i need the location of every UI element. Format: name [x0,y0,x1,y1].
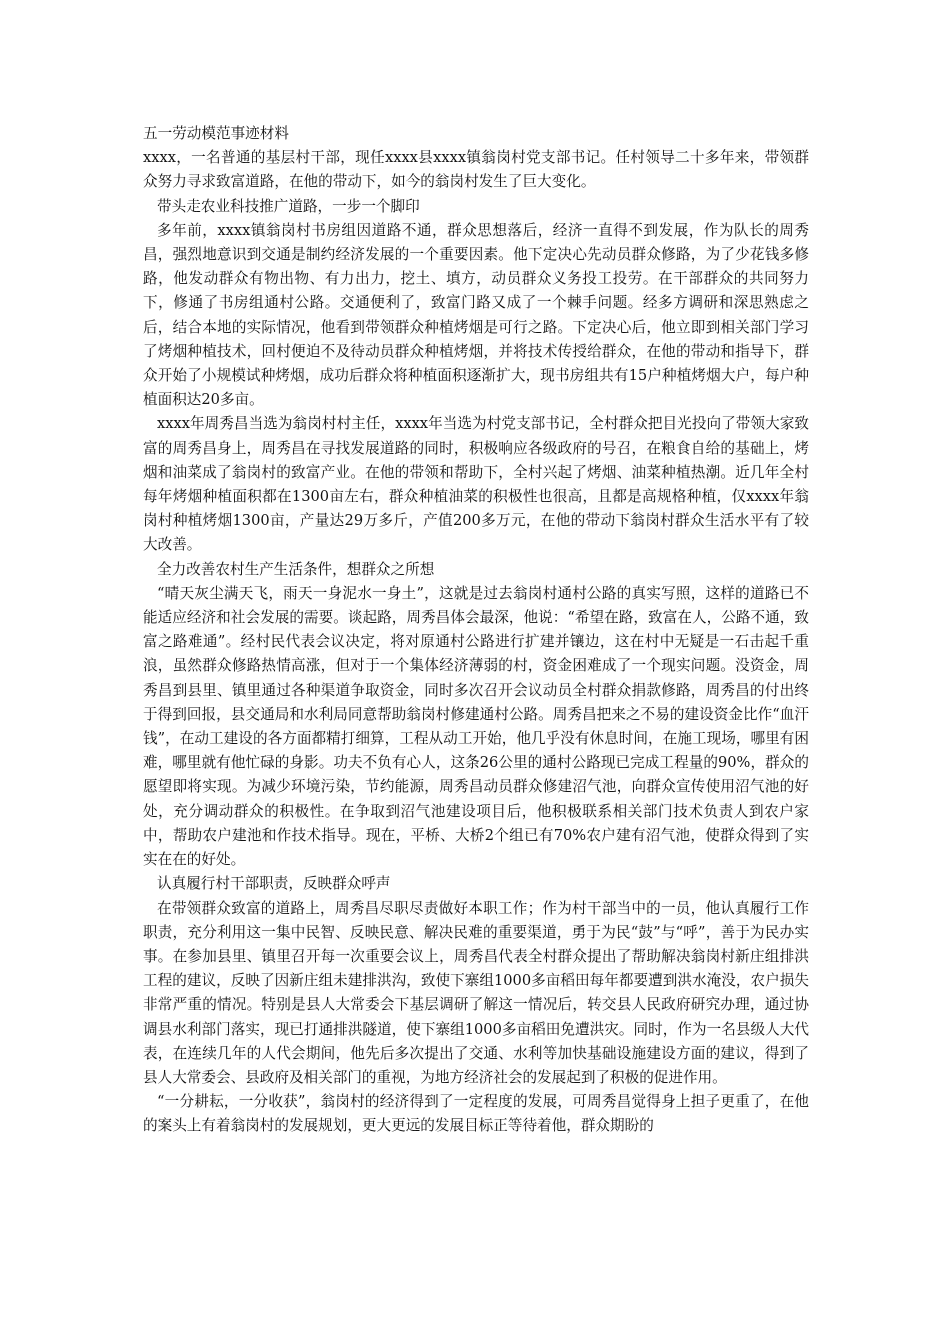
section-heading-conditions: 全力改善农村生产生活条件，想群众之所想 [157,560,435,578]
body-paragraph: “一分耕耘，一分收获”，翁岗村的经济得到了一定程度的发展，可周秀昌觉得身上担子更重了，在他的案头上有着翁岗村的发展规划，更大更远的发展目标正等待着他，群众期盼的 [143,1093,809,1135]
body-paragraph: 多年前，xxxx镇翁岗村书房组因道路不通，群众思想落后，经济一直得不到发展，作为队长的周秀昌，强烈地意识到交通是制约经济发展的一个重要因素。他下定决心先动员群众修路，为了少花钱多修路，他发动群众有物出物、有力出力，挖土、填方，动员群众义务投工投劳。在干部群众的共同努力下，修通了书房组通村公路。交通便利了，致富门路又成了一个棘手问题。经多方调研和深思熟虑之后，结合本地的实际情况，他看到带领群众种植烤烟是可行之路。下定决心后，他立即到相关部门学习了烤烟种植技术，回村便迫不及待动员群众种植烤烟，并将技术传授给群众，在他的带动和指导下，群众开始了小规模试种烤烟，成功后群众将种植面积逐渐扩大，现书房组共有15户种植烤烟大户，每户种植面积达20多亩。 [143,221,809,409]
body-paragraph: xxxx年周秀昌当选为翁岗村村主任，xxxx年当选为村党支部书记，全村群众把目光投向了带领大家致富的周秀昌身上，周秀昌在寻找发展道路的同时，积极响应各级政府的号召，在粮食自给的基础上，烤烟和油菜成了翁岗村的致富产业。在他的带领和帮助下，全村兴起了烤烟、油菜种植热潮。近几年全村每年烤烟种植面积都在1300亩左右，群众种植油菜的积极性也很高，且都是高规格种植，仅xxxx年翁岗村种植烤烟1300亩，产量达29万多斤，产值200多万元，在他的带动下翁岗村群众生活水平有了较大改善。 [143,415,809,554]
document-page [143,122,809,1139]
body-paragraph: “晴天灰尘满天飞，雨天一身泥水一身土”，这就是过去翁岗村通村公路的真实写照，这样的道路已不能适应经济和社会发展的需要。谈起路，周秀昌体会最深，他说：“希望在路，致富在人，公路不通，致富之路难通”。经村民代表会议决定，将对原通村公路进行扩建并镶边，这在村中无疑是一石击起千重浪，虽然群众修路热情高涨，但对于一个集体经济薄弱的村，资金困难成了一个现实问题。没资金，周秀昌到县里、镇里通过各种渠道争取资金，同时多次召开会议动员全村群众捐款修路，周秀昌的付出终于得到回报，县交通局和水利局同意帮助翁岗村修建通村公路。周秀昌把来之不易的建设资金比作“血汗钱”，在动工建设的各方面都精打细算，工程从动工开始，他几乎没有休息时间，在施工现场，哪里有困难，哪里就有他忙碌的身影。功夫不负有心人，这条26公里的通村公路现已完成工程量的90%，群众的愿望即将实现。为减少环境污染，节约能源，周秀昌动员群众修建沼气池，向群众宣传使用沼气池的好处，充分调动群众的积极性。在争取到沼气池建设项目后，他积极联系相关部门技术负责人到农户家中，帮助农户建池和作技术指导。现在，平桥、大桥2个组已有70%农户建有沼气池，使群众得到了实实在在的好处。 [143,584,809,869]
section-heading-tech: 带头走农业科技推广道路，一步一个脚印 [157,197,420,215]
section-heading-duties: 认真履行村干部职责，反映群众呼声 [157,875,391,893]
body-paragraph: 在带领群众致富的道路上，周秀昌尽职尽责做好本职工作；作为村干部当中的一员，他认真履行工作职责，充分利用这一集中民智、反映民意、解决民难的重要渠道，勇于为民“鼓”与“呼”，善于为民办实事。在参加县里、镇里召开每一次重要会议上，周秀昌代表全村群众提出了帮助解决翁岗村新庄组排洪工程的建议，反映了因新庄组未建排洪沟，致使下寨组1000多亩稻田每年都要遭到洪水淹没，农户损失非常严重的情况。特别是县人大常委会下基层调研了解这一情况后，转交县人民政府研究办理，通过协调县水利部门落实，现已打通排洪隧道，使下寨组1000多亩稻田免遭洪灾。同时，作为一名县级人大代表，在连续几年的人代会期间，他先后多次提出了交通、水利等加快基础设施建设方面的建议，得到了县人大常委会、县政府及相关部门的重视，为地方经济社会的发展起到了积极的促进作用。 [143,899,809,1086]
document-title: 五一劳动模范事迹材料 [143,125,289,142]
intro-paragraph: xxxx，一名普通的基层村干部，现任xxxx县xxxx镇翁岗村党支部书记。任村领导二十多年来，带领群众努力寻求致富道路，在他的带动下，如今的翁岗村发生了巨大变化。 [143,149,809,191]
